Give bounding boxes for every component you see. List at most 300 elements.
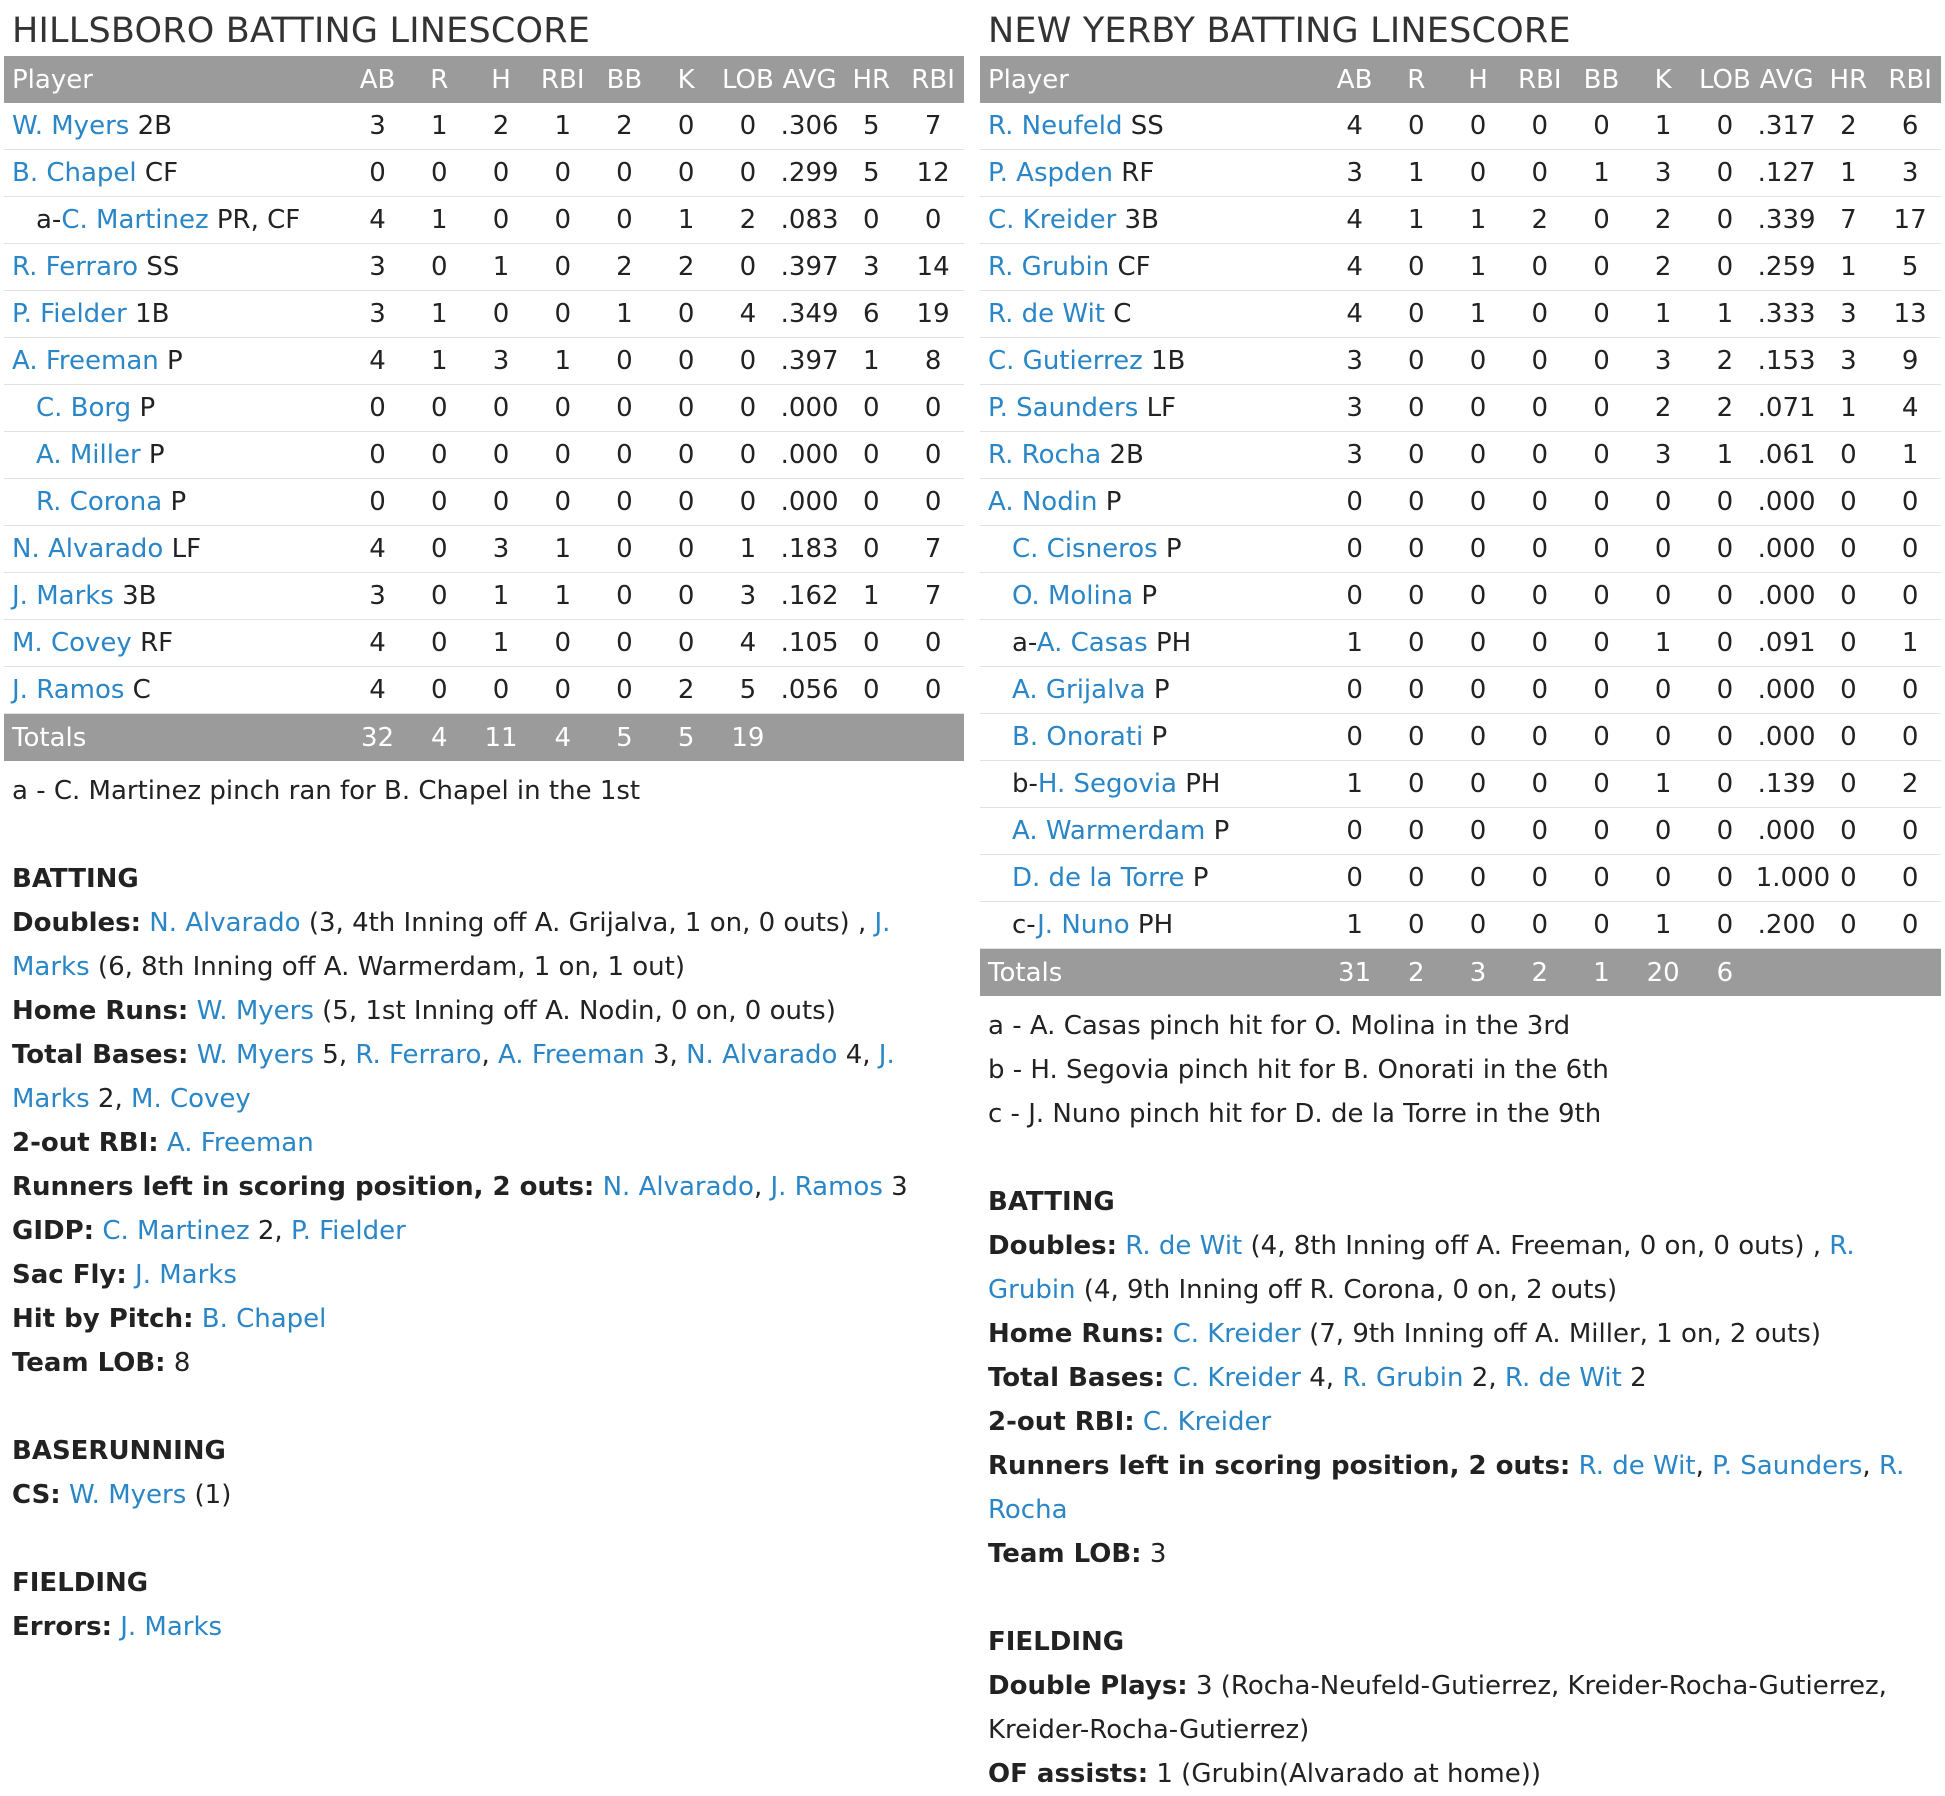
stat-cell: 1 [1694,432,1756,479]
section-spacer [4,813,964,857]
player-row [980,902,1941,949]
stat-cell: 4 [347,620,409,667]
stat-cell: 1 [1879,432,1941,479]
section-title: BASERUNNING [12,1436,226,1466]
stat-cell: 3 [1632,432,1694,479]
stat-cell: 0 [1385,385,1447,432]
player-position: 2B [137,111,172,141]
stat-text: 2, [89,1084,132,1114]
player-row [980,761,1941,808]
stat-cell: 0 [1817,761,1879,808]
stat-cell: 1 [470,620,532,667]
stat-cell: 4 [347,338,409,385]
player-link[interactable]: C. Kreider [988,205,1117,235]
player-row [4,103,964,150]
player-cell [4,667,347,714]
stat-cell: 0 [1447,667,1509,714]
stat-cell: .000 [779,432,841,479]
player-position: PH [1185,769,1221,799]
player-position: P [1213,816,1230,846]
stat-cell: 2 [655,667,717,714]
player-link[interactable]: N. Alvarado [602,1172,754,1202]
stat-cell: .200 [1756,902,1818,949]
stat-cell: 1 [1385,150,1447,197]
player-position: RF [1121,158,1155,188]
stat-cell: 0 [1509,291,1571,338]
stat-cell: 2 [1632,385,1694,432]
player-position: SS [146,252,180,282]
player-position: PH [1156,628,1192,658]
stat-cell: 4 [1324,291,1386,338]
player-link[interactable]: P. Fielder [12,299,127,329]
stat-cell: 0 [655,338,717,385]
player-position: LF [1146,393,1177,423]
stat-cell: 0 [1694,103,1756,150]
stat-cell: .127 [1756,150,1818,197]
stat-cell: 0 [1385,479,1447,526]
totals-cell: 19 [717,714,779,762]
player-link[interactable]: C. Martinez [61,205,209,235]
player-row [980,197,1941,244]
player-link[interactable]: O. Molina [1012,581,1134,611]
stat-cell: 0 [1509,808,1571,855]
substitution-note: a - C. Martinez pinch ran for B. Chapel in the 1st [12,776,641,806]
player-cell [4,197,347,244]
stat-cell: 0 [1509,432,1571,479]
stat-cell: 6 [1879,103,1941,150]
stat-text: 1 (Grubin(Alvarado at home)) [1156,1759,1542,1789]
stat-cell: 0 [1817,808,1879,855]
stat-cell: .061 [1756,432,1818,479]
stat-cell: 0 [655,479,717,526]
player-position: 3B [1124,205,1159,235]
stat-cell: 1 [1817,244,1879,291]
player-link[interactable]: R. Grubin [988,252,1110,282]
stat-cell: 0 [1571,808,1633,855]
stat-cell: 4 [1324,103,1386,150]
stat-cell: 0 [532,244,594,291]
player-link[interactable]: C. Cisneros [1012,534,1158,564]
stat-cell: 0 [655,620,717,667]
column-header: RBI [1879,56,1941,103]
stat-cell: 0 [1324,526,1386,573]
stat-cell: 0 [594,479,656,526]
stat-cell: 3 [1324,150,1386,197]
stat-cell: 0 [655,526,717,573]
stat-cell: 3 [470,526,532,573]
home-team-title: HILLSBORO BATTING LINESCORE [12,11,591,51]
stat-cell: 0 [408,385,470,432]
player-link[interactable]: P. Fielder [290,1216,406,1246]
stat-cell: 3 [840,244,902,291]
player-link[interactable]: H. Segovia [1037,769,1177,799]
stat-cell: 0 [1509,573,1571,620]
player-link[interactable]: P. Aspden [988,158,1113,188]
player-cell [4,620,347,667]
stat-cell: 0 [594,620,656,667]
stat-cell: .349 [779,291,841,338]
stat-cell: 0 [594,197,656,244]
stat-cell: 0 [1447,526,1509,573]
player-link[interactable]: R. Ferraro [12,252,139,282]
totals-cell: 3 [1447,949,1509,997]
stat-label: CS: [12,1480,61,1510]
stat-cell: 0 [1694,620,1756,667]
stat-cell: .056 [779,667,841,714]
stat-cell: 0 [1571,291,1633,338]
player-link[interactable]: R. Rocha [988,440,1102,470]
stat-cell: 0 [840,197,902,244]
player-link[interactable]: B. Chapel [201,1304,327,1334]
player-link[interactable]: P. Saunders [1712,1451,1863,1481]
stat-cell: 0 [1571,526,1633,573]
column-header: AVG [1756,56,1818,103]
stat-cell: 0 [1509,667,1571,714]
stat-cell: 0 [840,479,902,526]
player-link[interactable]: A. Miller [36,440,141,470]
player-row [980,714,1941,761]
totals-cell: 1 [1571,949,1633,997]
stat-cell: 3 [347,291,409,338]
player-link[interactable]: J. Ramos [770,1172,883,1202]
stat-cell: 0 [1385,244,1447,291]
away-batting-table [980,56,1941,996]
stat-cell: 0 [532,667,594,714]
player-cell [980,338,1324,385]
player-row [980,385,1941,432]
player-link[interactable]: W. Myers [12,111,130,141]
stat-cell: 0 [594,432,656,479]
home-totals [4,714,964,762]
stat-cell: 0 [1509,244,1571,291]
column-header: AB [1324,56,1386,103]
player-row [980,526,1941,573]
stat-cell: 0 [1571,714,1633,761]
totals-cell [902,714,964,762]
stat-cell: .397 [779,244,841,291]
stat-line [12,1121,964,1165]
player-link[interactable]: J. Marks [12,581,114,611]
player-link[interactable]: J. Marks [12,1040,895,1114]
stat-text: 3 [882,1172,908,1202]
stat-label: Home Runs: [12,996,189,1026]
stat-cell: 1 [1879,620,1941,667]
section-spacer [4,1517,964,1561]
column-header: Player [4,56,347,103]
stat-text: 3, [644,1040,687,1070]
stat-cell: 0 [1571,761,1633,808]
stat-cell: 2 [470,103,532,150]
stat-line [988,1400,1941,1444]
player-link[interactable]: A. Freeman [166,1128,314,1158]
totals-cell: 4 [408,714,470,762]
totals-cell [1879,949,1941,997]
stat-text: (4, 8th Inning off A. Freeman, 0 on, 0 outs) , [1242,1231,1830,1261]
stat-cell: 0 [1632,855,1694,902]
player-cell [980,902,1324,949]
stat-cell: .000 [1756,573,1818,620]
player-cell [980,150,1324,197]
stat-cell: .162 [779,573,841,620]
player-link[interactable]: J. Marks [12,908,891,982]
stat-label: Doubles: [12,908,141,938]
player-cell [4,526,347,573]
stat-cell: 0 [1324,808,1386,855]
stat-cell: 0 [902,385,964,432]
stat-cell: .000 [1756,714,1818,761]
stat-cell: 0 [902,432,964,479]
stat-cell: 13 [1879,291,1941,338]
column-header: AVG [779,56,841,103]
stat-cell: 0 [1632,714,1694,761]
section-spacer [980,1136,1941,1180]
stat-cell: 1 [1817,385,1879,432]
player-position: P [139,393,156,423]
player-link[interactable]: C. Martinez [102,1216,250,1246]
player-link[interactable]: J. Nuno [1037,910,1130,940]
stat-cell: 3 [1324,432,1386,479]
player-row [980,573,1941,620]
stat-cell: 0 [408,573,470,620]
player-link[interactable]: J. Marks [120,1612,223,1642]
stat-cell: 2 [1694,385,1756,432]
player-row [980,620,1941,667]
player-link[interactable]: R. Ferraro [355,1040,482,1070]
stat-cell: 1.000 [1756,855,1818,902]
stat-section [988,1620,1941,1796]
stat-cell: 0 [1324,714,1386,761]
player-position: PR, CF [216,205,301,235]
player-link[interactable]: M. Covey [12,628,132,658]
totals-cell [779,714,841,762]
player-link[interactable]: R. Rocha [988,1451,1905,1525]
column-header: H [1447,56,1509,103]
stat-cell: 19 [902,291,964,338]
stat-cell: 0 [532,291,594,338]
stat-cell: 0 [1571,902,1633,949]
stat-cell: 0 [347,479,409,526]
stat-cell: 0 [1879,573,1941,620]
home-sections [4,813,964,1649]
player-position: 2B [1109,440,1144,470]
player-link[interactable]: A. Grijalva [1012,675,1146,705]
stat-cell: 0 [1385,526,1447,573]
stat-cell: 0 [655,573,717,620]
player-link[interactable]: R. de Wit [1125,1231,1243,1261]
player-link[interactable]: B. Chapel [12,158,137,188]
stat-cell: 0 [1694,197,1756,244]
stat-cell: 0 [408,526,470,573]
player-link[interactable]: N. Alvarado [686,1040,838,1070]
stat-cell: 1 [408,338,470,385]
player-link[interactable]: C. Borg [36,393,132,423]
player-link[interactable]: J. Ramos [12,675,125,705]
player-link[interactable]: A. Freeman [12,346,159,376]
player-link[interactable]: W. Myers [196,1040,315,1070]
player-row [4,244,964,291]
stat-line [988,1532,1941,1576]
stat-cell: 0 [470,150,532,197]
stat-cell: 2 [1632,197,1694,244]
stat-cell: 0 [1385,432,1447,479]
player-cell [4,479,347,526]
stat-cell: 0 [1571,338,1633,385]
stat-cell: 1 [1447,291,1509,338]
stat-cell: 3 [1632,150,1694,197]
player-link[interactable]: J. Marks [135,1260,237,1290]
player-link[interactable]: C. Kreider [1142,1407,1272,1437]
stat-cell: 0 [1509,150,1571,197]
player-link[interactable]: A. Casas [1036,628,1148,658]
stat-label: Hit by Pitch: [12,1304,194,1334]
stat-cell: 1 [840,573,902,620]
player-position: 1B [135,299,170,329]
stat-line [988,1312,1941,1356]
stat-line [988,1664,1941,1752]
stat-cell: 3 [1632,338,1694,385]
player-row [4,573,964,620]
player-link[interactable]: N. Alvarado [12,534,164,564]
stat-line [988,1444,1941,1532]
player-row [980,479,1941,526]
totals-cell: 5 [594,714,656,762]
totals-cell: 31 [1324,949,1386,997]
player-link[interactable]: D. de la Torre [1012,863,1185,893]
stat-cell: 2 [1694,338,1756,385]
stat-cell: 5 [717,667,779,714]
player-row [4,432,964,479]
player-link[interactable]: C. Kreider [1172,1319,1301,1349]
stat-cell: 0 [1632,667,1694,714]
player-position: P [167,346,183,376]
stat-cell: 7 [902,573,964,620]
stat-cell: 1 [840,338,902,385]
stat-line [12,1033,964,1121]
stat-cell: 1 [1694,291,1756,338]
player-link[interactable]: W. Myers [68,1480,187,1510]
player-link[interactable]: C. Gutierrez [988,346,1143,376]
stat-cell: 0 [408,150,470,197]
player-link[interactable]: N. Alvarado [149,908,301,938]
stat-text: , [753,1172,771,1202]
stat-cell: 0 [1447,902,1509,949]
stat-cell: 0 [1817,902,1879,949]
player-link[interactable]: R. Grubin [1342,1363,1464,1393]
stat-cell: 14 [902,244,964,291]
player-link[interactable]: M. Covey [131,1084,251,1114]
stat-cell: 0 [347,150,409,197]
player-position: P [1141,581,1158,611]
stat-text: (7, 9th Inning off A. Miller, 1 on, 2 outs) [1300,1319,1821,1349]
stat-cell: 0 [347,385,409,432]
player-position: LF [171,534,202,564]
stat-label: OF assists: [988,1759,1149,1789]
stat-cell: .259 [1756,244,1818,291]
stat-cell: 1 [1817,150,1879,197]
player-position: P [1153,675,1170,705]
stat-cell: 0 [1571,573,1633,620]
substitution-note: b - H. Segovia pinch hit for B. Onorati in the 6th [988,1055,1609,1085]
stat-cell: 1 [655,197,717,244]
column-header: HR [840,56,902,103]
section-title: FIELDING [988,1627,1125,1657]
stat-line [12,989,964,1033]
home-batting-table [4,56,964,761]
stat-text: 3 [1149,1539,1167,1569]
stat-cell: 0 [1571,244,1633,291]
stat-cell: 0 [532,197,594,244]
player-link[interactable]: W. Myers [196,996,314,1026]
player-link[interactable]: R. de Wit [988,299,1105,329]
player-link[interactable]: R. Grubin [988,1231,1855,1305]
stat-cell: 2 [1632,244,1694,291]
stat-cell: 1 [1324,620,1386,667]
stat-cell: 1 [532,103,594,150]
stat-section [12,857,964,1385]
stat-cell: 0 [840,432,902,479]
stat-cell: 0 [408,244,470,291]
stat-cell: 0 [1817,667,1879,714]
player-link[interactable]: R. Corona [36,487,163,517]
stat-cell: 0 [1879,667,1941,714]
stat-cell: 0 [1447,432,1509,479]
player-link[interactable]: P. Saunders [988,393,1139,423]
stat-cell: 0 [1385,291,1447,338]
player-link[interactable]: R. de Wit [1504,1363,1622,1393]
column-header: K [1632,56,1694,103]
stat-cell: 0 [655,385,717,432]
stat-cell: 0 [840,620,902,667]
stat-cell: .105 [779,620,841,667]
player-link[interactable]: A. Nodin [988,487,1098,517]
stat-cell: 3 [1324,385,1386,432]
player-link[interactable]: A. Freeman [497,1040,645,1070]
stat-cell: 0 [840,667,902,714]
player-link[interactable]: R. Neufeld [988,111,1123,141]
stat-text: 4, [837,1040,879,1070]
player-row [980,808,1941,855]
stat-cell: 0 [1879,526,1941,573]
stat-cell: 0 [1324,479,1386,526]
stat-cell: 1 [1324,902,1386,949]
player-link[interactable]: C. Kreider [1172,1363,1301,1393]
stat-cell: 3 [1817,338,1879,385]
stat-cell: 0 [1509,714,1571,761]
stat-cell: 0 [470,385,532,432]
stat-cell: 0 [594,573,656,620]
home-notes [12,769,964,813]
stat-cell: 1 [408,103,470,150]
column-header: LOB [717,56,779,103]
stat-cell: 0 [594,338,656,385]
stat-cell: 0 [532,432,594,479]
stat-cell: 0 [1509,103,1571,150]
stat-cell: 1 [1632,620,1694,667]
totals-cell: 2 [1385,949,1447,997]
player-link[interactable]: R. de Wit [1578,1451,1696,1481]
player-link[interactable]: B. Onorati [1012,722,1144,752]
player-position: 1B [1150,346,1186,376]
stat-cell: .083 [779,197,841,244]
away-sections [980,1136,1941,1796]
totals-label: Totals [980,949,1324,997]
away-notes [988,1004,1941,1136]
player-link[interactable]: A. Warmerdam [1012,816,1206,846]
player-position: C [1113,299,1132,329]
stat-cell: 0 [1447,150,1509,197]
stat-cell: 1 [532,338,594,385]
player-position: CF [1117,252,1151,282]
